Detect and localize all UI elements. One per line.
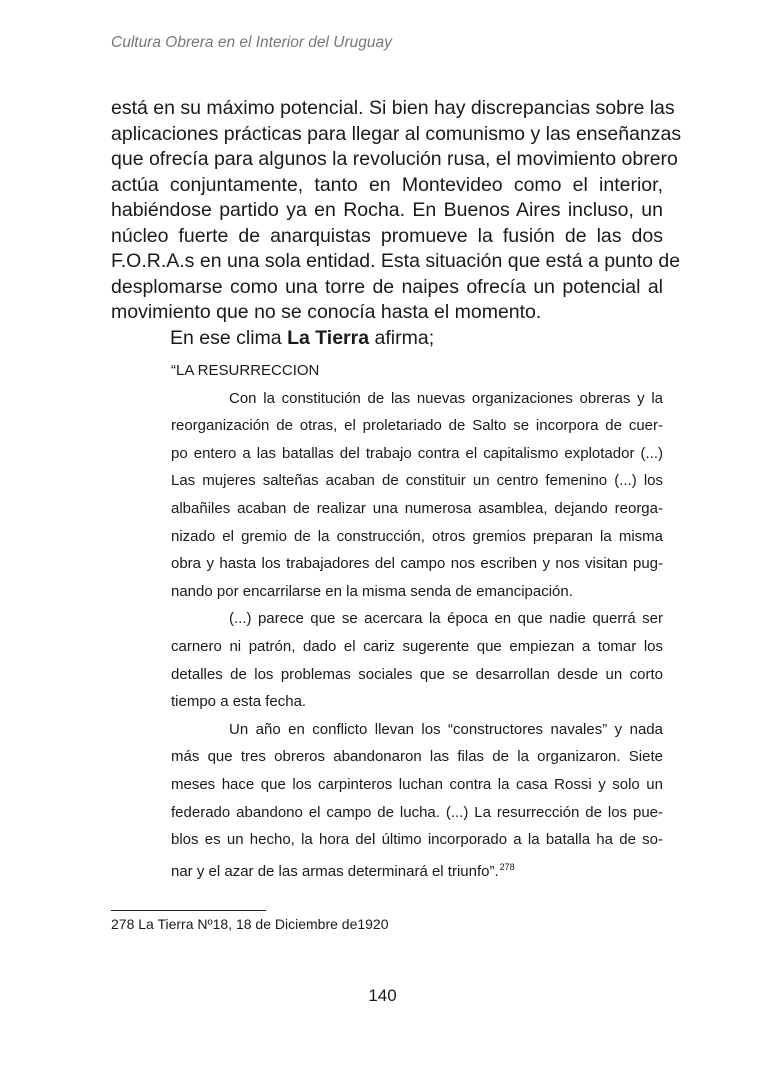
running-header: Cultura Obrera en el Interior del Uruguay [111, 34, 392, 51]
quote-line: nar y el azar de las armas determinará el triunfo”. [171, 862, 499, 880]
block-quote [171, 357, 663, 885]
newspaper-name: La Tierra [287, 326, 370, 349]
quote-line: detalles de los problemas sociales que se desarrollan desde un corto [171, 665, 663, 683]
paragraph-line: aplicaciones prácticas para llegar al comunismo y las enseñanzas [111, 122, 682, 145]
quote-intro [111, 326, 663, 352]
intro-text: En ese clima [170, 326, 288, 349]
quote-line: obra y hasta los trabajadores del campo nos escriben y nos visitan pug- [171, 555, 663, 573]
paragraph-line: desplomarse como una torre de naipes ofrecía un potencial al [111, 275, 663, 298]
body-paragraph [111, 96, 682, 351]
quote-line: nando por encarrilarse en la misma senda de emancipación. [171, 582, 573, 600]
quote-last-line [171, 854, 663, 886]
quote-line: Las mujeres salteñas acaban de constituir un centro femenino (...) los [171, 472, 663, 490]
paragraph-line: está en su máximo potencial. Si bien hay discrepancias sobre las [111, 97, 675, 119]
quote-line: po entero a las batallas del trabajo contra el capitalismo explotador (...) [171, 444, 663, 462]
paragraph-line: F.O.R.A.s en una sola entidad. Esta situación que está a punto de [111, 250, 681, 272]
quote-line: Con la constitución de las nuevas organizaciones obreras y la [229, 389, 663, 407]
page-number: 140 [368, 986, 397, 1005]
quote-line: nizado el gremio de la construcción, otros gremios preparan la misma [171, 527, 663, 545]
quote-line: carnero ni patrón, dado el cariz sugerente que empiezan a tomar los [171, 637, 663, 655]
footnote-divider [111, 910, 266, 911]
quote-line: meses hace que los carpinteros luchan contra la casa Rossi y solo un [171, 775, 663, 793]
footnote: 278 La Tierra Nº18, 18 de Diciembre de1920 [111, 916, 389, 932]
paragraph-line: habiéndose partido ya en Rocha. En Buenos Aires incluso, un [111, 199, 663, 221]
paragraph-line: que ofrecía para algunos la revolución rusa, el movimiento obrero [111, 148, 678, 170]
paragraph-line: actúa conjuntamente, tanto en Montevideo como el interior, [111, 173, 663, 196]
quote-line: más que tres obreros abandonaron las filas de la organizaron. Siete [171, 748, 663, 766]
quote-line: reorganización de otras, el proletariado de Salto se incorpora de cuer- [171, 417, 663, 435]
intro-text-end: afirma; [369, 326, 435, 349]
quote-line: federado abandono el campo de lucha. (...) La resurrección de los pue- [171, 803, 663, 821]
quote-line: (...) parece que se acercara la época en que nadie querrá ser [229, 610, 663, 628]
footnote-reference[interactable]: 278 [499, 861, 515, 872]
quote-line: tiempo a esta fecha. [171, 693, 307, 711]
paragraph-line: núcleo fuerte de anarquistas promueve la fusión de las dos [111, 224, 663, 247]
quote-heading: “LA RESURRECCION [171, 362, 320, 379]
paragraph-line: movimiento que no se conocía hasta el momento. [111, 301, 542, 323]
quote-line: blos es un hecho, la hora del último incorporado a la batalla ha de so- [171, 831, 663, 849]
quote-line: Un año en conflicto llevan los “constructores navales” y nada [229, 720, 663, 738]
quote-line: albañiles acaban de realizar una numerosa asamblea, dejando reorga- [171, 499, 663, 517]
